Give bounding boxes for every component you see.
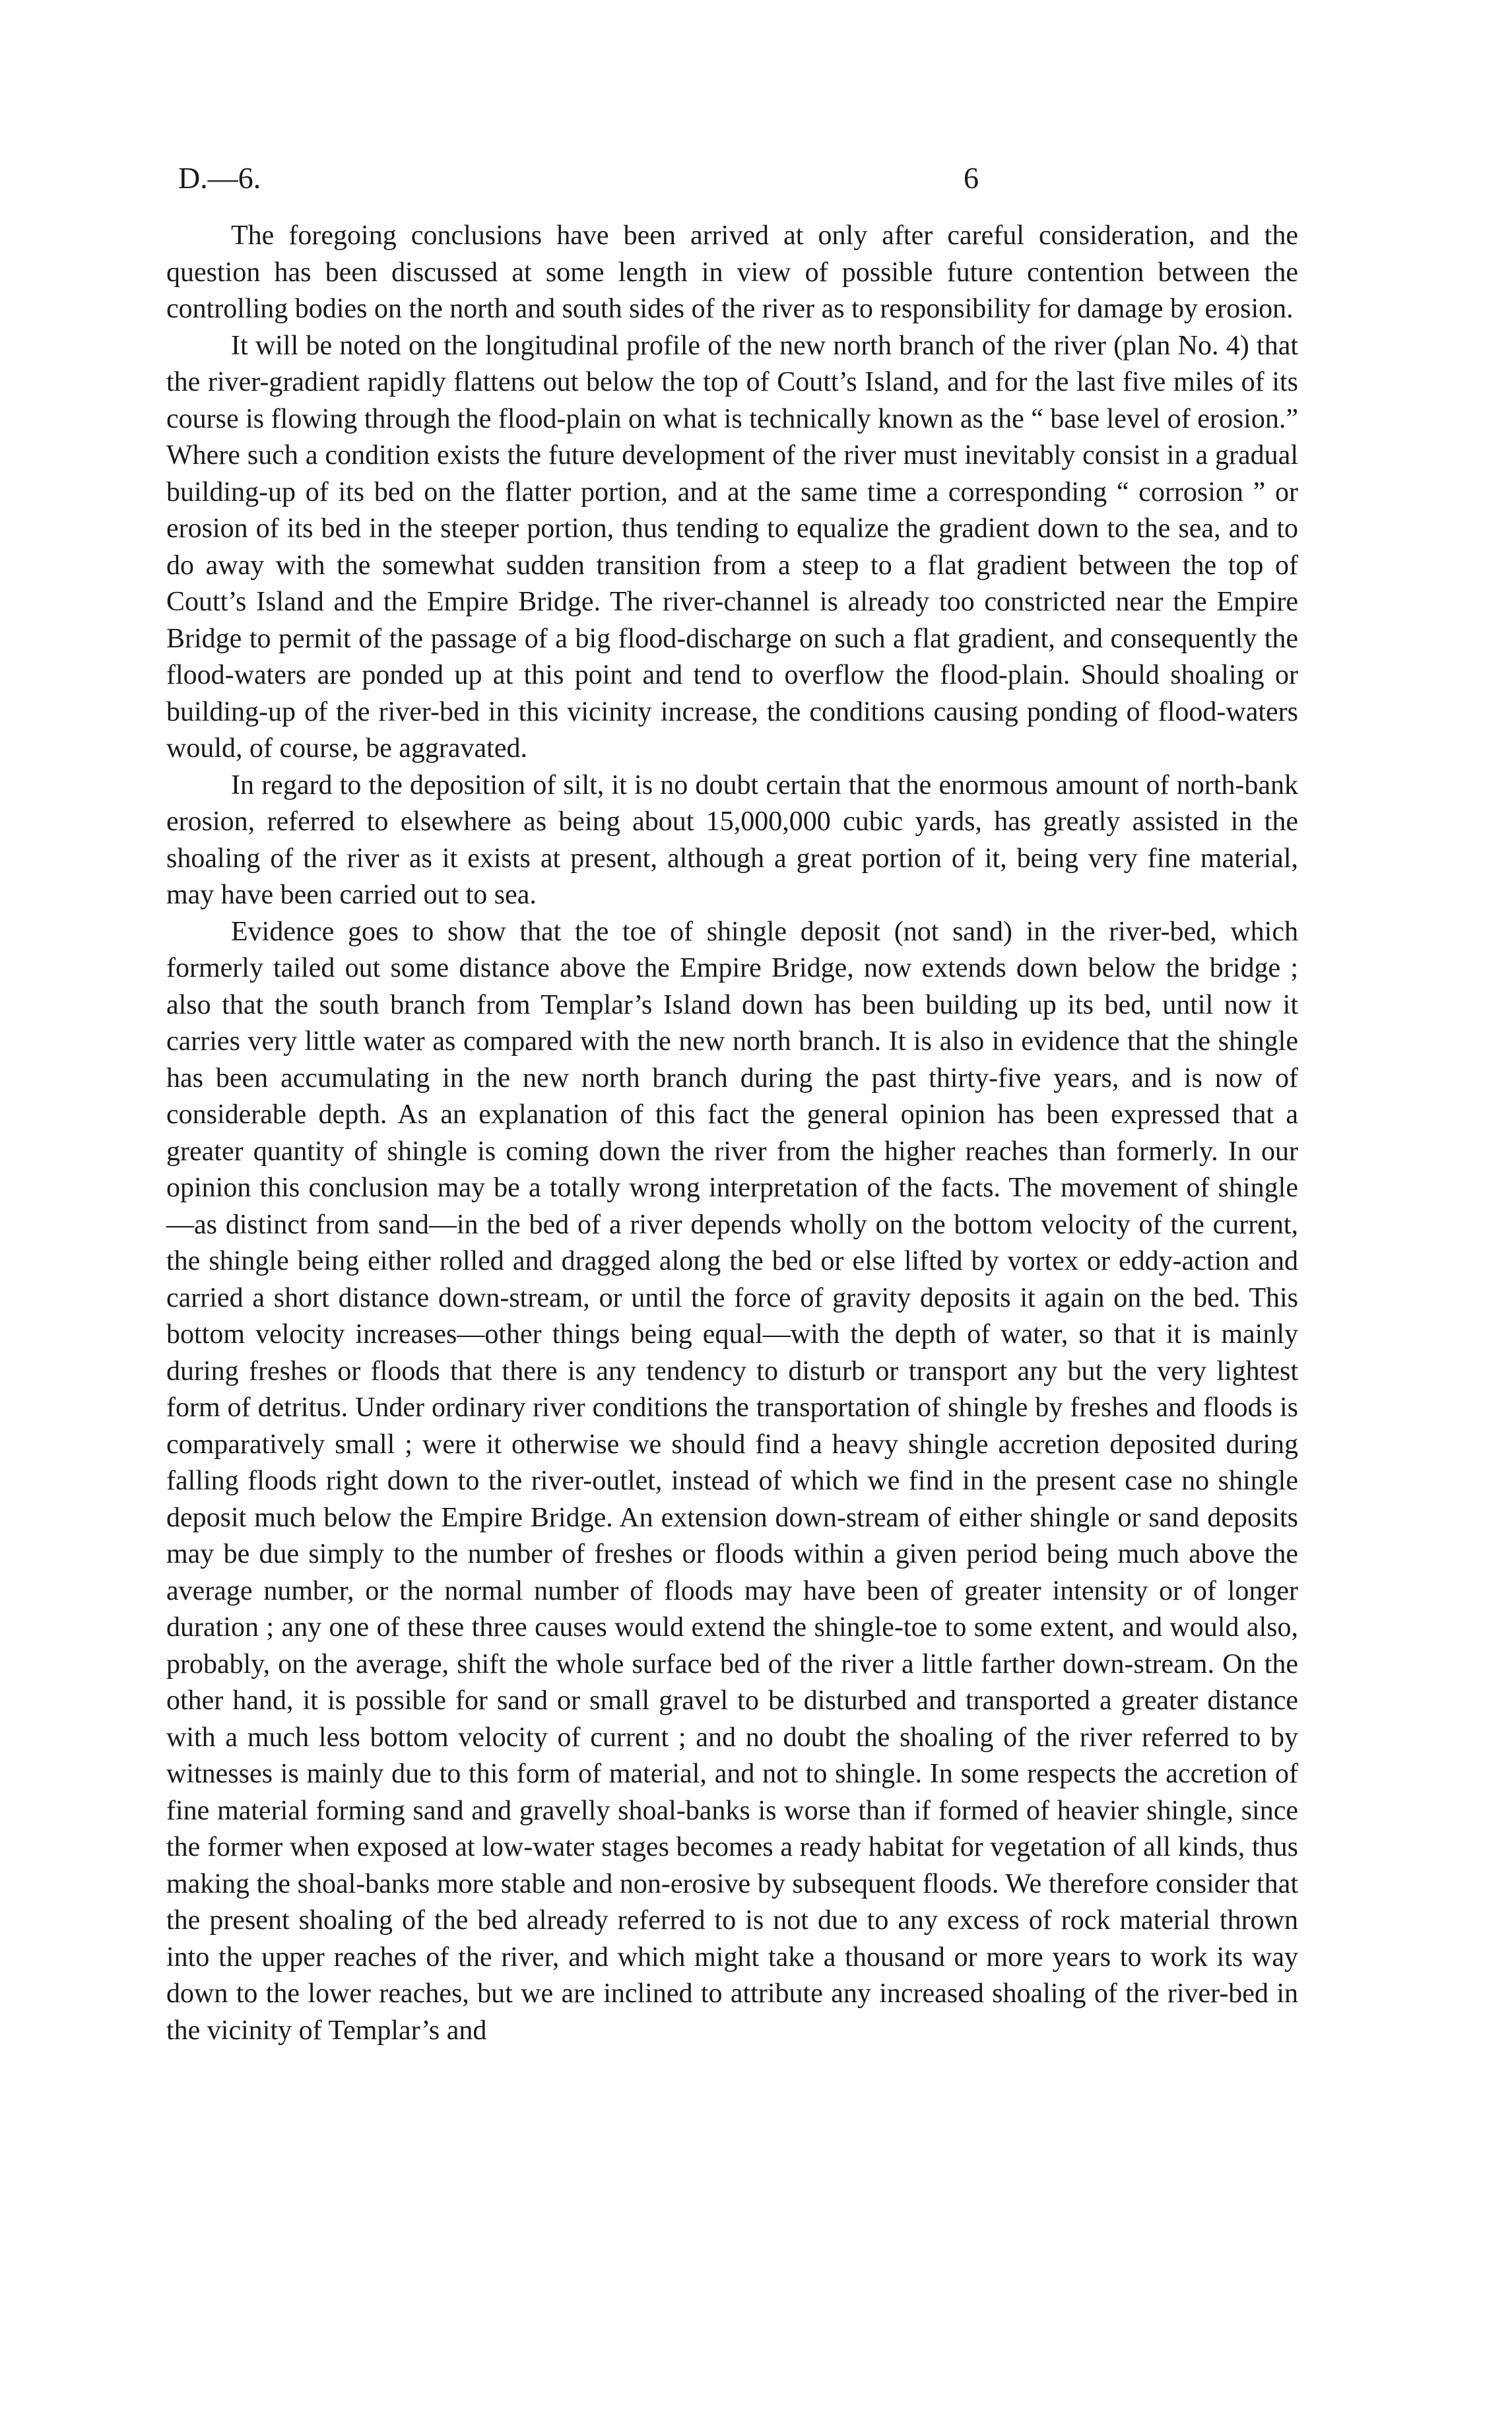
page-header: [178, 158, 1300, 211]
paragraph-shingle-evidence: Evidence goes to show that the toe of shingle deposit (not sand) in the river-bed, which formerly tailed out some distance above the Empire Bridge, now extends down below the bridge ; also that the south branch from Templar’s Island down has been building up its bed, until now it carries very little water as compared with the new north branch. It is also in evidence that the shingle has been accumulating in the new north branch during the past thirty-five years, and is now of considerable depth. As an explanation of this fact the general opinion has been expressed that a greater quantity of shingle is coming down the river from the higher reaches than formerly. In our opinion this conclusion may be a totally wrong interpretation of the facts. The movement of shingle—as distinct from sand—in the bed of a river depends wholly on the bottom velocity of the current, the shingle being either rolled and dragged along the bed or else lifted by vortex or eddy-action and carried a short distance down-stream, or until the force of gravity deposits it again on the bed. This bottom velocity increases—other things being equal—with the depth of water, so that it is mainly during freshes or floods that there is any tendency to disturb or transport any but the very lightest form of detritus. Under ordinary river conditions the transportation of shingle by freshes and floods is comparatively small ; were it otherwise we should find a heavy shingle accretion deposited during falling floods right down to the river-outlet, instead of which we find in the present case no shingle deposit much below the Empire Bridge. An extension down-stream of either shingle or sand deposits may be due simply to the number of freshes or floods within a given period being much above the average number, or the normal number of floods may have been of greater intensity or of longer duration ; any one of these three causes would extend the shingle-toe to some extent, and would also, probably, on the average, shift the whole surface bed of the river a little farther down-stream. On the other hand, it is possible for sand or small gravel to be disturbed and transported a greater distance with a much less bottom velocity of current ; and no doubt the shoaling of the river referred to by witnesses is mainly due to this form of material, and not to shingle. In some respects the accretion of fine material forming sand and gravelly shoal-banks is worse than if formed of heavier shingle, since the former when exposed at low-water stages becomes a ready habitat for vegetation of all kinds, thus making the shoal-banks more stable and non-erosive by subsequent floods. We therefore consider that the present shoaling of the bed already referred to is not due to any excess of rock material thrown into the upper reaches of the river, and which might take a thousand or more years to work its way down to the lower reaches, but we are inclined to attribute any increased shoaling of the river-bed in the vicinity of Templar’s and: [166, 916, 1298, 2046]
body-text: [166, 218, 1298, 2049]
paragraph-conclusions: The foregoing conclusions have been arrived at only after careful consideration, and the question has been discussed at some length in view of possible future contention between the controlling bodies on the north and south sides of the river as to responsibility for damage by erosion.: [166, 220, 1298, 324]
page-number: 6: [964, 161, 979, 195]
paragraph-silt-deposition: In regard to the deposition of silt, it is no doubt certain that the enormous amount of north-bank erosion, referred to elsewhere as being about 15,000,000 cubic yards, has greatly assisted in the shoaling of the river as it exists at present, although a great portion of it, being very fine material, may have been carried out to sea.: [166, 769, 1298, 910]
paragraph-longitudinal-profile: It will be noted on the longitudinal profile of the new north branch of the river (plan No. 4) that the river-gradient rapidly flattens out below the top of Coutt’s Island, and for the last five miles of its course is flowing through the flood-plain on what is technically known as the “ base level of erosion.” Where such a condition exists the future development of the river must inevitably consist in a gradual building-up of its bed on the flatter portion, and at the same time a corresponding “ corrosion ” or erosion of its bed in the steeper portion, thus tending to equalize the gradient down to the sea, and to do away with the somewhat sudden transition from a steep to a flat gradient between the top of Coutt’s Island and the Empire Bridge. The river-channel is already too constricted near the Empire Bridge to permit of the passage of a big flood-discharge on such a flat gradient, and consequently the flood-waters are ponded up at this point and tend to overflow the flood-plain. Should shoaling or building-up of the river-bed in this vicinity increase, the conditions causing ponding of flood-waters would, of course, be aggravated.: [166, 330, 1298, 764]
document-reference: D.—6.: [178, 161, 261, 195]
